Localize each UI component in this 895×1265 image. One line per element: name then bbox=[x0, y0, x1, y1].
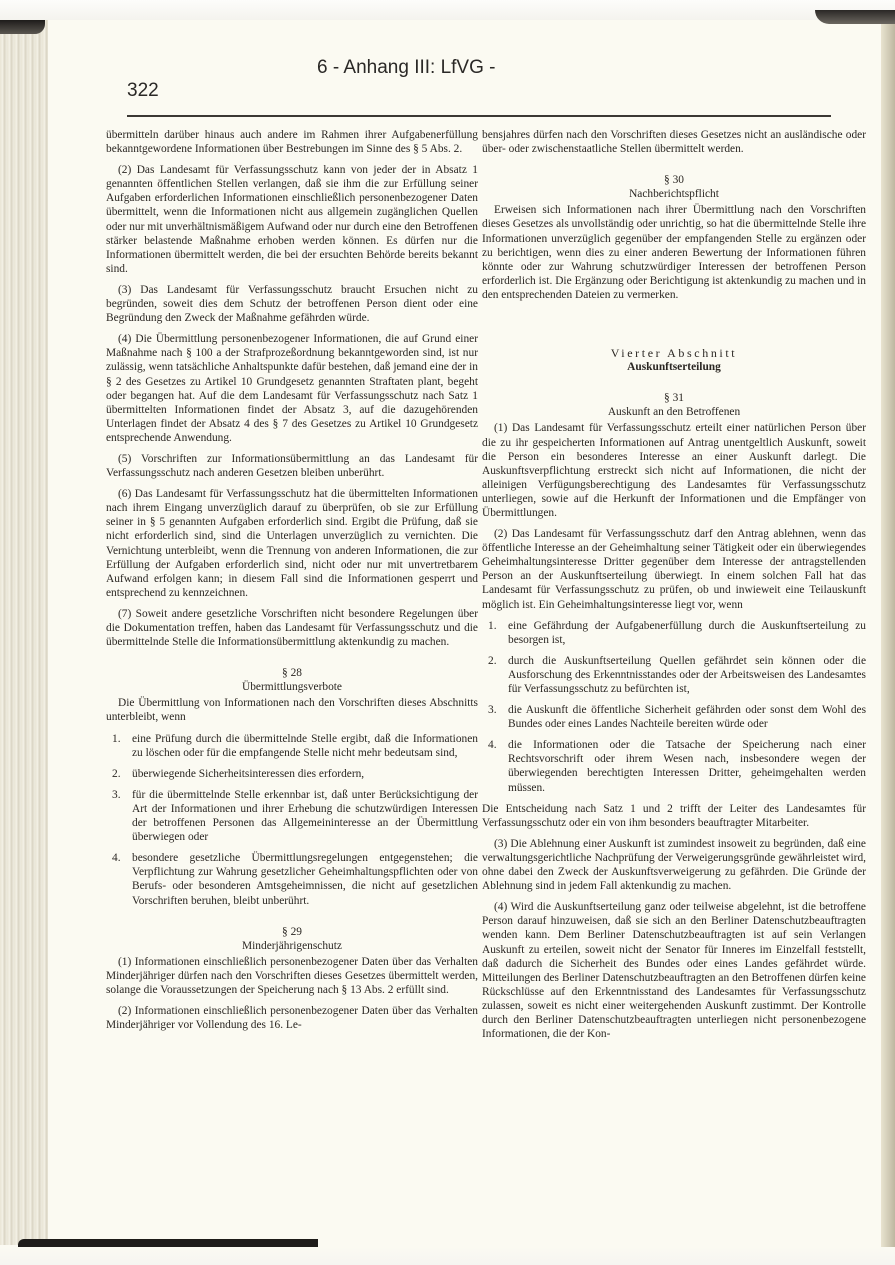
running-header-title: 6 - Anhang III: LfVG - bbox=[317, 57, 496, 78]
list-item: 3. für die übermittelnde Stelle erkennbar ist, daß unter Berücksichtigung der Art der Informationen und ihrer Erhebung die schutzwürdigen Interessen der betroffenen Personen das Allgemeininteresse an der Übermittlung überwiegen oder bbox=[112, 788, 478, 844]
list-item: 1. eine Gefährdung der Aufgabenerfüllung durch die Auskunftserteilung zu besorgen ist, bbox=[488, 619, 866, 646]
right-column bbox=[482, 128, 866, 1048]
paragraph-29-2: (2) Informationen einschließlich personenbezogener Daten über das Verhalten Minderjähriger vor Vollendung des 16. Le- bbox=[106, 1005, 478, 1032]
running-header bbox=[48, 20, 881, 120]
book-page-edge-right bbox=[881, 10, 895, 1255]
paragraph-27-6: (6) Das Landesamt für Verfassungsschutz hat die übermittelten Informationen nach ihrem Eingang unverzüglich darauf zu überprüfen, ob sie zur Erfüllung seiner in § 5 genannten Aufgaben erforderlich sind. Ergibt die Prüfung, daß sie nicht erforderlich sind, sind die Unterlagen unverzüglich zu vernichten. Die Vernichtung unterbleibt, wenn die Trennung von anderen Informationen, die zur Erfüllung der Aufgaben erforderlich sind, nicht oder nur mit unvertretbarem Aufwand erfolgen kann; in diesem Fall sind die Informationen gesperrt und entsprechend zu kennzeichnen. bbox=[106, 488, 478, 599]
paragraph-31-3: (3) Die Ablehnung einer Auskunft ist zumindest insoweit zu begründen, daß eine verwaltungsgerichtliche Nachprüfung der Verweigerungsgründe gewährleistet wird, ohne dabei den Zweck der Auskunftsverweigerung zu gefährden. Die Gründe der Ablehnung sind in jedem Fall aktenkundig zu machen. bbox=[482, 837, 866, 893]
paragraph-continued: übermitteln darüber hinaus auch andere im Rahmen ihrer Aufgabenerfüllung bekanntgewordene Informationen über Bestrebungen im Sinne des § 5 Abs. 2. bbox=[106, 129, 478, 156]
part-title: Vierter Abschnitt bbox=[610, 346, 738, 361]
section-28-number: § 28 bbox=[282, 667, 302, 680]
paragraph-29-1: (1) Informationen einschließlich personenbezogener Daten über das Verhalten Minderjähriger dürfen nach den Vorschriften dieses Gesetzes übermittelt werden, solange die Voraussetzungen der Speicherung nach § 13 Abs. 2 erfüllt sind. bbox=[106, 955, 478, 996]
paragraph-31-4: (4) Wird die Auskunftserteilung ganz oder teilweise abgelehnt, ist die betroffene Person darauf hinzuweisen, daß sie sich an den Berliner Datenschutzbeauftragten wenden kann. Dem Berliner Datenschutzbeauftragten ist auf sein Verlangen Auskunft zu erteilen, soweit nicht der Senator für Inneres im Einzelfall feststellt, daß dadurch die Sicherheit des Bundes oder eines Landes gefährdet würde. Mitteilungen des Berliner Datenschutzbeauftragten an den Betroffenen dürfen keine Rückschlüsse auf den Erkenntnisstand des Landesamtes für Verfassungsschutz zulassen, soweit es nicht einer weitergehenden Auskunft zustimmt. Der Kontrolle durch den Berliner Datenschutzbeauftragten unterliegen nicht personenbezogene Informationen, die der Kon- bbox=[482, 901, 866, 1041]
book-page-edges-left bbox=[0, 20, 48, 1245]
list-item: 2. überwiegende Sicherheitsinteressen dies erfordern, bbox=[112, 767, 365, 780]
paragraph-27-4: (4) Die Übermittlung personenbezogener Informationen, die auf Grund einer Maßnahme nach § 100 a der Strafprozeßordnung bekanntgeworden sind, ist nur zulässig, wenn tatsächliche Anhaltspunkte dafür bestehen, daß jemand eine der in § 2 des Gesetzes zu Artikel 10 Grundgesetz genannten Straftaten plant, begeht oder begangen hat. Auf die dem Landesamt für Verfassungsschutz nach Satz 1 übermittelten Informationen findet der Absatz 3, auf die dazugehörenden Unterlagen findet der Absatz 4 des § 7 des Gesetzes zu Artikel 10 Grundgesetz entsprechende Anwendung. bbox=[106, 333, 478, 444]
section-28-intro: Die Übermittlung von Informationen nach den Vorschriften dieses Abschnitts unterbleibt, wenn bbox=[106, 697, 478, 724]
header-rule bbox=[127, 115, 831, 117]
left-column bbox=[106, 128, 478, 1039]
scan-bottom-margin bbox=[0, 1247, 895, 1265]
scan-top-margin bbox=[0, 0, 895, 20]
paragraph-30: Erweisen sich Informationen nach ihrer Übermittlung nach den Vorschriften dieses Gesetzes als unvollständig oder unrichtig, so hat die übermittelnde Stelle ihre Informationen unverzüglich gegenüber der empfangenden Stelle zu ergänzen oder zu berichtigen, wenn dies zu einer anderen Bewertung der Informationen führen könnte oder zur Wahrung schutzwürdiger Interessen der betroffenen Person erforderlich ist. Die Ergänzung oder Berichtigung ist aktenkundig zu machen und in den entsprechenden Dateien zu vermerken. bbox=[482, 204, 866, 301]
paragraph-27-7: (7) Soweit andere gesetzliche Vorschriften nicht besondere Regelungen über die Dokumentation treffen, haben das Landesamt für Verfassungsschutz und die übermittelnde Stelle die Informationsübermittlung aktenkundig zu machen. bbox=[106, 607, 478, 649]
section-28-title: Übermittlungsverbote bbox=[242, 681, 342, 694]
section-30-title: Nachberichtspflicht bbox=[629, 188, 719, 201]
paragraph-27-3: (3) Das Landesamt für Verfassungsschutz braucht Ersuchen nicht zu begründen, soweit dies dem Schutz der betroffenen Person dient oder eine Begründung den Zweck der Maßnahme gefährden würde. bbox=[106, 283, 478, 325]
section-31-title: Auskunft an den Betroffenen bbox=[607, 406, 741, 419]
list-item: 4. die Informationen oder die Tatsache der Speicherung nach einer Rechtsvorschrift oder ihrem Wesen nach, insbesondere wegen der überwiegenden berechtigten Interessen Dritter, geheimgehalten werden müssen. bbox=[488, 739, 866, 794]
paragraph-31-decision: Die Entscheidung nach Satz 1 und 2 trifft der Leiter des Landesamtes für Verfassungsschutz oder ein von ihm besonders beauftragter Mitarbeiter. bbox=[482, 802, 866, 829]
page-number: 322 bbox=[127, 80, 159, 101]
section-29-number: § 29 bbox=[282, 925, 302, 938]
paragraph-continued: bensjahres dürfen nach den Vorschriften dieses Gesetzes nicht an ausländische oder über- oder zwischenstaatliche Stellen übermittelt werden. bbox=[482, 129, 866, 156]
section-29-title: Minderjährigenschutz bbox=[242, 939, 342, 952]
paragraph-31-2: (2) Das Landesamt für Verfassungsschutz darf den Antrag ablehnen, wenn das öffentliche Interesse an der Geheimhaltung seiner Tätigkeit oder ein überwiegendes Geheimhaltungsinteresse Dritter gegenüber dem Interesse der antragstellenden Person an der Auskunftserteilung überwiegt. In einem solchen Fall hat das Landesamt für Verfassungsschutz zu prüfen, ob und inwieweit eine Teilauskunft möglich ist. Ein Geheimhaltungsinteresse liegt vor, wenn bbox=[482, 528, 866, 611]
list-item: 2. durch die Auskunftserteilung Quellen gefährdet sein können oder die Ausforschung des Erkenntnisstandes oder der Arbeitsweisen des Landesamtes für Verfassungsschutz zu befürchten ist, bbox=[488, 654, 866, 695]
list-item: 4. besondere gesetzliche Übermittlungsregelungen entgegenstehen; die Verpflichtung zur Wahrung gesetzlicher Geheimhaltungspflichten oder von Berufs- oder besonderen Amtsgeheimnissen, die nicht auf gesetzlichen Vorschriften beruhen, bleibt unberührt. bbox=[112, 852, 478, 907]
section-30-number: § 30 bbox=[664, 174, 684, 187]
book-page bbox=[48, 20, 881, 1245]
paragraph-27-5: (5) Vorschriften zur Informationsübermittlung an das Landesamt für Verfassungsschutz nach anderen Gesetzen bleiben unberührt. bbox=[106, 452, 478, 480]
paragraph-31-1: (1) Das Landesamt für Verfassungsschutz erteilt einer natürlichen Person über die zu ihr gespeicherten Informationen auf Antrag unentgeltlich Auskunft, soweit die Person ein besonderes Interesse an einer Auskunft darlegt. Die Auskunftsverpflichtung erstreckt sich nicht auf Informationen, die nicht der alleinigen Verfügungsberechtigung des Landesamtes für Verfassungsschutz unterliegen, sowie auf die Herkunft der Informationen und die Empfänger von Übermittlungen. bbox=[482, 422, 866, 519]
paragraph-27-2: (2) Das Landesamt für Verfassungsschutz kann von jeder der in Absatz 1 genannten öffentlichen Stellen verlangen, daß sie ihm die zur Erfüllung seiner Aufgaben erforderlichen Informationen einschließlich personenbezogener Daten übermittelt, wenn die Informationen nicht aus allgemein zugänglichen Quellen oder nur mit unverhältnismäßigem Aufwand oder nur durch eine den Betroffenen stärker belastende Maßnahme erhoben werden können. Es dürfen nur die Informationen übermittelt werden, die bei der ersuchten Behörde bereits bekannt sind. bbox=[106, 164, 478, 275]
section-31-number: § 31 bbox=[664, 392, 684, 405]
section-31-list bbox=[482, 619, 866, 795]
list-item: 3. die Auskunft die öffentliche Sicherheit gefährden oder sonst dem Wohl des Bundes oder eines Landes Nachteile bereiten würde oder bbox=[488, 704, 866, 731]
list-item: 1. eine Prüfung durch die übermittelnde Stelle ergibt, daß die Informationen zu löschen oder für die empfangende Stelle nicht mehr bedeutsam sind, bbox=[112, 732, 478, 759]
part-subtitle: Auskunftserteilung bbox=[627, 361, 721, 374]
section-28-list bbox=[106, 732, 478, 908]
